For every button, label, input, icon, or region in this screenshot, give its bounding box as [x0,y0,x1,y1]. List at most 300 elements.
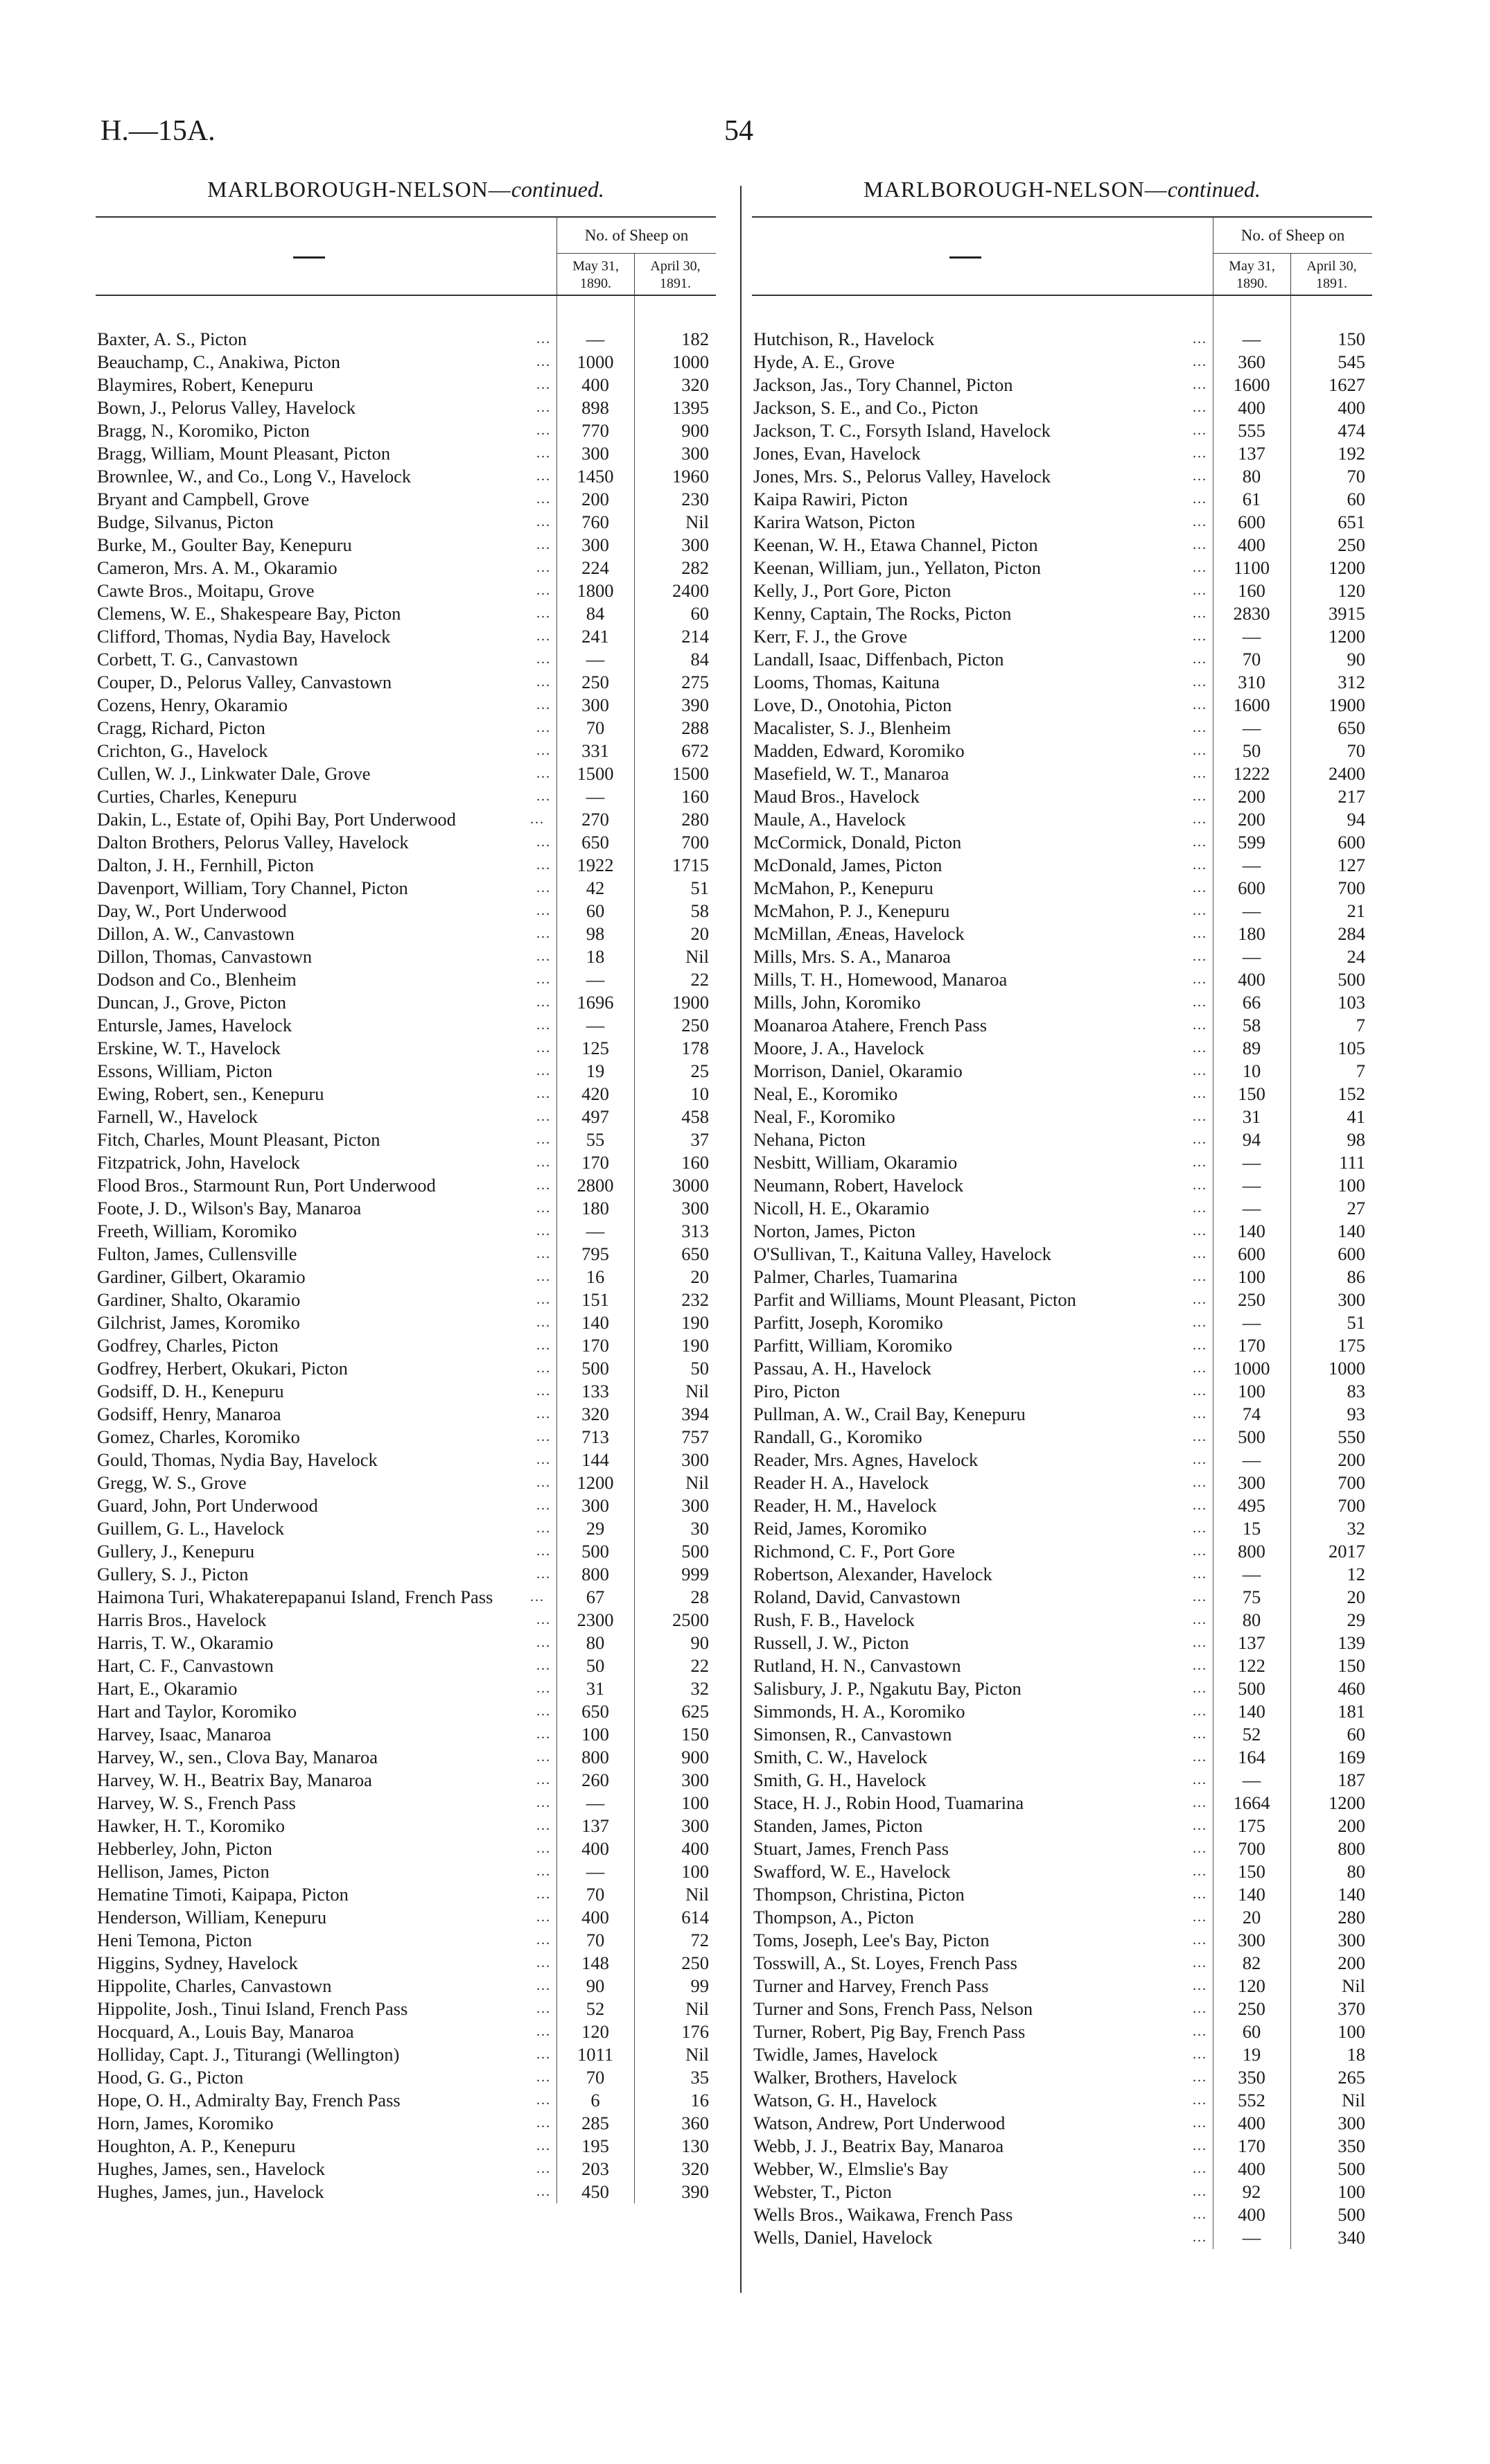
sheep-count-1891: 200 [1338,1815,1365,1836]
table-row [96,1128,716,1151]
table-row [96,968,716,991]
sheep-count-1891: 27 [1347,1198,1365,1218]
sheep-count-1890: 800 [581,1564,609,1584]
table-row [752,1243,1372,1266]
table-row [752,1266,1372,1288]
sheep-count-1890: 170 [1238,2135,1265,2156]
table-row [96,1426,716,1449]
sheep-count-1890: 400 [1238,2158,1265,2179]
sheep-count-1891: 400 [1338,397,1365,418]
sheep-count-1890: 800 [1238,1541,1265,1562]
owner-name: Horn, James, Koromiko ... [97,2113,551,2133]
owner-name: Dakin, L., Estate of, Opihi Bay, Port Underwood ... [97,809,545,830]
owner-name: Farnell, W., Havelock ... [97,1106,551,1127]
owner-name: Hart, C. F., Canvastown ... [97,1655,551,1676]
table-row [752,625,1372,648]
table-row [96,2066,716,2089]
right-table-header [752,216,1372,296]
sheep-count-1891: 300 [681,1495,709,1516]
left-column [96,177,716,2203]
owner-name: Bryant and Campbell, Grove ... [97,489,551,509]
table-row [752,1586,1372,1609]
table-row [752,2135,1372,2158]
sheep-count-1890: 170 [581,1152,609,1173]
sheep-count-1891: 672 [681,740,709,761]
sheep-count-1891: 700 [1338,1495,1365,1516]
table-row [752,1471,1372,1494]
sheep-count-1890: 100 [581,1724,609,1745]
sheep-count-1891: 250 [681,1015,709,1036]
owner-name: Burke, M., Goulter Bay, Kenepuru ... [97,534,551,555]
table-row [96,1700,716,1723]
sheep-count-1891: 600 [1338,1243,1365,1264]
sheep-count-1891: 51 [690,877,709,898]
owner-name: Curties, Charles, Kenepuru ... [97,786,551,807]
owner-name: Bragg, N., Koromiko, Picton ... [97,420,551,441]
sheep-count-1890: 82 [1242,1952,1261,1973]
owner-name: Thompson, Christina, Picton ... [753,1884,1207,1905]
table-row [752,785,1372,808]
sheep-count-1890: 203 [581,2158,609,2179]
owner-name: Richmond, C. F., Port Gore ... [753,1541,1207,1562]
table-row [752,419,1372,442]
sheep-count-1891: 1500 [672,763,709,784]
owner-name: Hood, G. G., Picton ... [97,2067,551,2088]
table-row [752,2089,1372,2112]
sheep-count-1890: 500 [1238,1678,1265,1699]
table-row [96,717,716,740]
owner-name: Essons, William, Picton ... [97,1060,551,1081]
sheep-count-1891: 21 [1347,900,1365,921]
sheep-count-1890: 137 [1238,1632,1265,1653]
sheep-count-1890: 600 [1238,512,1265,532]
sheep-count-1891: 32 [690,1678,709,1699]
sheep-count-1890: — [586,1861,605,1882]
sheep-count-1890: 52 [1242,1724,1261,1745]
sheep-count-1891: 700 [1338,1472,1365,1493]
table-row [752,1815,1372,1837]
sheep-count-1891: 250 [1338,534,1365,555]
owner-name: Hebberley, John, Picton ... [97,1838,551,1859]
sheep-count-1891: 650 [681,1243,709,1264]
owner-name: Gullery, S. J., Picton ... [97,1564,551,1584]
owner-name: Holliday, Capt. J., Titurangi (Wellington) ... [97,2044,551,2065]
sheep-count-1891: 20 [1347,1587,1365,1607]
sheep-count-1890: 250 [581,672,609,692]
sheep-count-1890: 224 [581,557,609,578]
sheep-count-1890: 1000 [1233,1358,1270,1379]
owner-name: McDonald, James, Picton ... [753,855,1207,875]
owner-name: Twidle, James, Havelock ... [753,2044,1207,2065]
table-row [752,991,1372,1014]
sheep-count-1891: 2500 [672,1609,709,1630]
sheep-count-1890: 1696 [577,992,614,1013]
table-row [96,740,716,762]
sheep-count-1890: 180 [1238,923,1265,944]
sheep-count-1890: 75 [1242,1587,1261,1607]
owner-name: Reader, H. M., Havelock ... [753,1495,1207,1516]
owner-name: Brownlee, W., and Co., Long V., Havelock ... [97,466,551,487]
sheep-count-1891: 1000 [672,351,709,372]
owner-name: Wells Bros., Waikawa, French Pass ... [753,2204,1207,2225]
sheep-count-1890: 195 [581,2135,609,2156]
table-row [752,557,1372,579]
owner-name: Haimona Turi, Whakaterepapanui Island, French Pass ... [97,1587,545,1607]
sheep-count-1890: 29 [586,1518,605,1539]
owner-name: Duncan, J., Grove, Picton ... [97,992,551,1013]
owner-name: Hart and Taylor, Koromiko ... [97,1701,551,1722]
table-row [752,1403,1372,1426]
owner-name: Standen, James, Picton ... [753,1815,1207,1836]
sheep-count-1890: — [1242,855,1261,875]
sheep-count-1891: 111 [1339,1152,1365,1173]
sheep-count-1890: 70 [586,717,605,738]
owner-name: Swafford, W. E., Havelock ... [753,1861,1207,1882]
sheep-count-1891: 3915 [1329,603,1365,624]
table-row [752,442,1372,465]
owner-name: Gregg, W. S., Grove ... [97,1472,551,1493]
sheep-count-1890: 700 [1238,1838,1265,1859]
sheep-count-1890: 795 [581,1243,609,1264]
table-row [96,1540,716,1563]
sheep-count-1891: 300 [681,1770,709,1790]
sheep-count-1890: 175 [1238,1815,1265,1836]
sheep-count-1890: 650 [581,832,609,853]
name-column-header-dash [293,256,325,259]
sheep-count-1890: 760 [581,512,609,532]
owner-name: Karira Watson, Picton ... [753,512,1207,532]
table-row [96,1174,716,1197]
sheep-count-1891: 288 [681,717,709,738]
owner-name: Robertson, Alexander, Havelock ... [753,1564,1207,1584]
owner-name: Love, D., Onotohia, Picton ... [753,694,1207,715]
sheep-count-1890: 500 [1238,1426,1265,1447]
owner-name: Entursle, James, Havelock ... [97,1015,551,1036]
sheep-count-1891: 18 [1347,2044,1365,2065]
table-row [96,877,716,900]
sheep-count-1890: 400 [581,374,609,395]
owner-name: Harvey, Isaac, Manaroa ... [97,1724,551,1745]
owner-name: Jackson, T. C., Forsyth Island, Havelock ... [753,420,1207,441]
sheep-count-1891: 70 [1347,466,1365,487]
sheep-count-1890: 241 [581,626,609,647]
owner-name: Hippolite, Josh., Tinui Island, French Pass ... [97,1998,551,2019]
sheep-count-1890: 555 [1238,420,1265,441]
table-row [96,854,716,877]
owner-name: Godfrey, Charles, Picton ... [97,1335,551,1356]
owner-name: Keenan, W. H., Etawa Channel, Picton ... [753,534,1207,555]
sheep-count-1890: 10 [1242,1060,1261,1081]
table-row [96,602,716,625]
sheep-count-1890: 90 [586,1975,605,1996]
sheep-count-1891: 100 [681,1792,709,1813]
owner-name: Harris, T. W., Okaramio ... [97,1632,551,1653]
table-row [96,1723,716,1746]
table-row [96,1106,716,1128]
owner-name: Smith, C. W., Havelock ... [753,1747,1207,1767]
may-1890-header: May 31, 1890. [556,254,634,295]
sheep-count-1890: — [586,1015,605,1036]
sheep-count-1890: 61 [1242,489,1261,509]
sheep-count-1891: 120 [1338,580,1365,601]
left-column-title: MARLBOROUGH-NELSON—continued. [207,177,604,202]
sheep-count-1891: 93 [1347,1404,1365,1424]
sheep-count-1890: 6 [590,2090,600,2111]
table-row [752,1563,1372,1586]
owner-name: Higgins, Sydney, Havelock ... [97,1952,551,1973]
table-row [752,1334,1372,1357]
table-row [96,1357,716,1380]
owner-name: McMillan, Æneas, Havelock ... [753,923,1207,944]
sheep-count-1890: 285 [581,2113,609,2133]
sheep-count-1891: 160 [681,1152,709,1173]
sheep-count-1890: — [1242,1449,1261,1470]
owner-name: Piro, Picton ... [753,1381,1207,1401]
owner-name: Mills, Mrs. S. A., Manaroa ... [753,946,1207,967]
sheep-count-1891: 350 [1338,2135,1365,2156]
sheep-count-1890: 66 [1242,992,1261,1013]
table-row [752,1174,1372,1197]
sheep-count-1890: 600 [1238,1243,1265,1264]
table-row [96,1792,716,1815]
april-1891-header: April 30, 1891. [634,254,716,295]
sheep-count-1890: 1600 [1233,694,1270,715]
table-row [96,808,716,831]
owner-name: Webb, J. J., Beatrix Bay, Manaroa ... [753,2135,1207,2156]
sheep-count-1891: 99 [690,1975,709,1996]
sheep-count-1890: 70 [586,2067,605,2088]
right-column-title: MARLBOROUGH-NELSON—continued. [864,177,1261,202]
sheep-count-1890: 70 [1242,649,1261,670]
may-1890-header: May 31, 1890. [1213,254,1290,295]
table-row [96,1494,716,1517]
sheep-count-1890: 400 [581,1838,609,1859]
sheep-count-1891: 90 [1347,649,1365,670]
sheep-count-1890: 300 [581,534,609,555]
table-row [96,1517,716,1540]
sheep-count-1891: 29 [1347,1609,1365,1630]
table-row [752,1014,1372,1037]
sheep-count-1891: 320 [681,2158,709,2179]
sheep-count-1891: 300 [1338,1289,1365,1310]
sheep-count-1891: 900 [681,420,709,441]
sheep-count-1890: 74 [1242,1404,1261,1424]
table-row [752,1609,1372,1632]
sheep-count-1890: 500 [581,1541,609,1562]
sheep-count-1890: 150 [1238,1083,1265,1104]
table-row [96,945,716,968]
sheep-count-1890: — [1242,1152,1261,1173]
table-row [752,968,1372,991]
table-row [96,1243,716,1266]
sheep-count-1890: 331 [581,740,609,761]
owner-name: Turner, Robert, Pig Bay, French Pass ... [753,2021,1207,2042]
sheep-count-1890: 1000 [577,351,614,372]
owner-name: Houghton, A. P., Kenepuru ... [97,2135,551,2156]
owner-name: Randall, G., Koromiko ... [753,1426,1207,1447]
table-row [752,1906,1372,1929]
owner-name: Norton, James, Picton ... [753,1221,1207,1241]
sheep-count-1891: 651 [1338,512,1365,532]
table-row [752,877,1372,900]
sheep-count-1891: 100 [1338,2181,1365,2202]
owner-name: Morrison, Daniel, Okaramio ... [753,1060,1207,1081]
sheep-count-1891: 1395 [672,397,709,418]
sheep-count-1891: 20 [690,923,709,944]
owner-name: Watson, G. H., Havelock ... [753,2090,1207,2111]
table-row [752,1151,1372,1174]
table-row [752,1311,1372,1334]
sheep-count-1891: 2017 [1329,1541,1365,1562]
table-row [96,328,716,351]
sheep-count-1890: 1922 [577,855,614,875]
owner-name: Mills, T. H., Homewood, Manaroa ... [753,969,1207,990]
sheep-count-1891: 500 [1338,2204,1365,2225]
table-row [96,1883,716,1906]
owner-name: Kelly, J., Port Gore, Picton ... [753,580,1207,601]
sheep-count-1890: — [586,1221,605,1241]
sheep-count-1890: 1200 [577,1472,614,1493]
sheep-count-1891: 474 [1338,420,1365,441]
sheep-count-1890: 140 [581,1312,609,1333]
owner-name: Harvey, W. S., French Pass ... [97,1792,551,1813]
owner-name: Fulton, James, Cullensville ... [97,1243,551,1264]
sheep-count-1890: 400 [1238,534,1265,555]
sheep-count-1890: 42 [586,877,605,898]
owner-name: Clemens, W. E., Shakespeare Bay, Picton ... [97,603,551,624]
sheep-count-1890: 800 [581,1747,609,1767]
owner-name: Keenan, William, jun., Yellaton, Picton ... [753,557,1207,578]
owner-name: Turner and Sons, French Pass, Nelson ... [753,1998,1207,2019]
table-row [96,1197,716,1220]
owner-name: Maud Bros., Havelock ... [753,786,1207,807]
sheep-count-1890: 15 [1242,1518,1261,1539]
sheep-count-1890: — [1242,1175,1261,1196]
sheep-count-1891: 181 [1338,1701,1365,1722]
sheep-count-1890: 58 [1242,1015,1261,1036]
sheep-count-1890: 1800 [577,580,614,601]
sheep-count-1891: 103 [1338,992,1365,1013]
table-row [96,1403,716,1426]
table-row [752,1083,1372,1106]
owner-name: Jackson, Jas., Tory Channel, Picton ... [753,374,1207,395]
table-row [96,2158,716,2181]
sheep-count-1891: 394 [681,1404,709,1424]
sheep-count-1890: 137 [581,1815,609,1836]
owner-name: Macalister, S. J., Blenheim ... [753,717,1207,738]
sheep-count-1890: 160 [1238,580,1265,601]
sheep-count-1890: — [1242,717,1261,738]
sheep-count-1891: Nil [685,1381,709,1401]
table-row [752,2112,1372,2135]
sheep-count-1891: 1000 [1329,1358,1365,1379]
table-row [96,442,716,465]
sheep-count-1890: 200 [581,489,609,509]
sheep-count-1891: 187 [1338,1770,1365,1790]
table-row [96,785,716,808]
sheep-count-1890: 1500 [577,763,614,784]
sheep-count-1891: 313 [681,1221,709,1241]
table-row [752,1700,1372,1723]
sheep-count-1891: 169 [1338,1747,1365,1767]
sheep-count-1890: 164 [1238,1747,1265,1767]
sheep-count-1890: 98 [586,923,605,944]
sheep-count-1891: 300 [681,534,709,555]
sheep-count-1890: 1011 [577,2044,614,2065]
sheep-count-1891: 550 [1338,1426,1365,1447]
sheep-count-1890: 140 [1238,1884,1265,1905]
owner-name: Rush, F. B., Havelock ... [753,1609,1207,1630]
table-row [96,1906,716,1929]
sheep-count-1891: 200 [1338,1952,1365,1973]
table-row [96,1860,716,1883]
owner-name: Pullman, A. W., Crail Bay, Kenepuru ... [753,1404,1207,1424]
sheep-count-1891: 22 [690,969,709,990]
sheep-count-1891: 300 [681,1449,709,1470]
sheep-count-1891: 32 [1347,1518,1365,1539]
table-row [752,534,1372,557]
table-row [96,557,716,579]
sheep-count-1890: 120 [1238,1975,1265,1996]
table-row [96,374,716,396]
sheep-count-1891: Nil [685,2044,709,2065]
sheep-count-1890: 140 [1238,1701,1265,1722]
sheep-count-1891: 300 [681,1815,709,1836]
owner-name: Nesbitt, William, Okaramio ... [753,1152,1207,1173]
owner-name: Clifford, Thomas, Nydia Bay, Havelock ... [97,626,551,647]
table-row [96,1837,716,1860]
sheep-count-1891: 83 [1347,1381,1365,1401]
table-row [752,648,1372,671]
sheep-count-1891: 320 [681,374,709,395]
sheep-count-1890: 1450 [577,466,614,487]
table-row [96,625,716,648]
table-row [96,1952,716,1975]
sheep-count-1890: 180 [581,1198,609,1218]
sheep-count-1891: 650 [1338,717,1365,738]
owner-name: Maule, A., Havelock ... [753,809,1207,830]
sheep-count-1891: 600 [1338,832,1365,853]
table-row [752,1517,1372,1540]
sheep-count-1891: 1715 [672,855,709,875]
owner-name: Madden, Edward, Koromiko ... [753,740,1207,761]
sheep-count-1891: 16 [690,2090,709,2111]
table-row [96,1563,716,1586]
table-row [96,1677,716,1700]
table-row [752,694,1372,717]
sheep-count-1890: — [586,329,605,349]
table-row [96,1014,716,1037]
owner-name: Dillon, A. W., Canvastown ... [97,923,551,944]
sheep-count-1891: 60 [1347,1724,1365,1745]
sheep-count-1890: 19 [1242,2044,1261,2065]
sheep-count-1890: 133 [581,1381,609,1401]
sheep-count-1891: 140 [1338,1221,1365,1241]
sheep-count-1891: Nil [685,512,709,532]
owner-name: Harris Bros., Havelock ... [97,1609,551,1630]
owner-name: Hippolite, Charles, Canvastown ... [97,1975,551,1996]
owner-name: Russell, J. W., Picton ... [753,1632,1207,1653]
table-row [752,1952,1372,1975]
sheep-count-1890: 50 [586,1655,605,1676]
table-row [752,1929,1372,1952]
table-row [752,1746,1372,1769]
owner-name: Hocquard, A., Louis Bay, Manaroa ... [97,2021,551,2042]
sheep-count-1891: 1900 [1329,694,1365,715]
table-row [96,1311,716,1334]
owner-name: Flood Bros., Starmount Run, Port Underwood ... [97,1175,551,1196]
sheep-count-1891: 217 [1338,786,1365,807]
